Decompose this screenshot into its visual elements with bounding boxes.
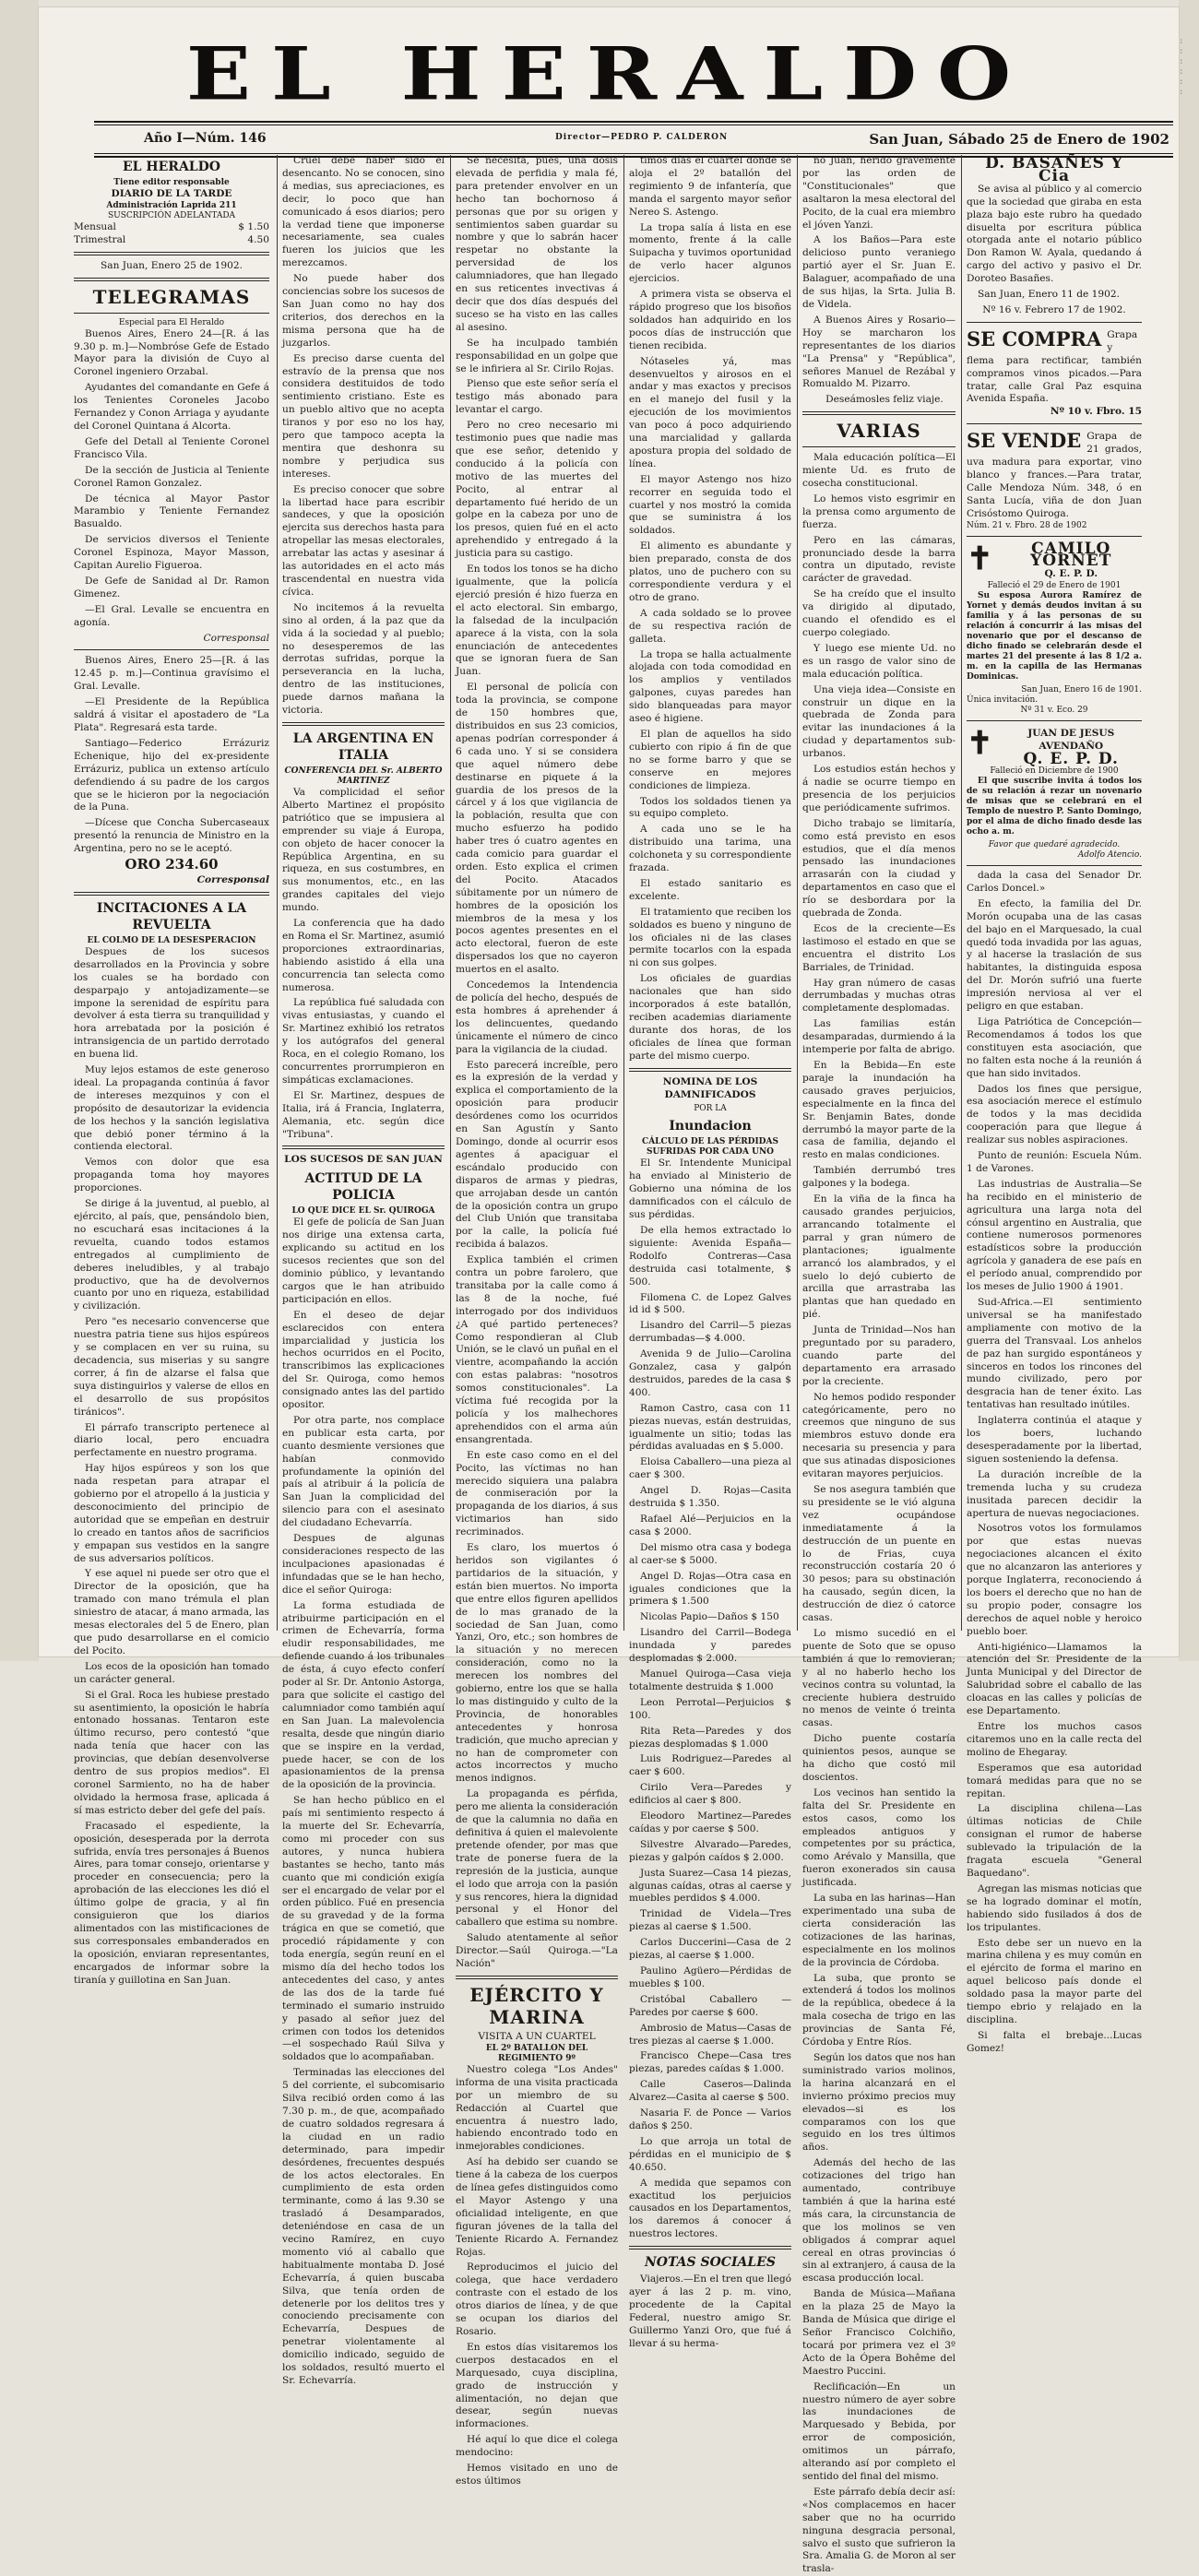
obituary-note: Única invitación.	[967, 695, 1039, 706]
obituary-text: El que suscribe invita á todos los de su relación á rezar un novenario de misas que se celebrará en el Templo de nuestro P. Santo Domingo, por el alma de dicho finado desde las ocho a. m.	[967, 777, 1142, 837]
article-text: Deseámosles feliz viaje.	[825, 394, 944, 406]
article-text: Se ha creído que el insulto va dirigido al diputado, cuando el ofendido es el cuerpo colegiado.	[802, 588, 956, 638]
article-text: El gefe de policía de San Juan nos dirige una extensa carta, explicando su actitud en los sucesos recientes que son del dominio público, y levantando cargos que le han atribuido participación en ellos.	[282, 1217, 445, 1305]
article-text: Una vieja idea—Consiste en construir un dique en la quebrada de Zonda para evitar las inundaciones á la ciudad y departamentos sub-urbanos.	[802, 683, 956, 760]
damage-entry: Avenida 9 de Julio—Carolina Gonzalez, casa y galpón destruidos, paredes de la casa $ 400.	[629, 1348, 791, 1398]
article-text: Si el Gral. Roca les hubiese prestado su asentimiento, la oposición le habría entonado hossanas. Tentaron este último recurso, pero contestó "que nada tenía que hacer con las provincias, que debían desenvolverse dentro de sus propios medios". El coronel Sarmiento, no ha de haber olvidado la hermosa frase, aplicada á sí mas estricto deber del gefe del país.	[74, 1689, 269, 1816]
article-text: La tropa se halla actualmente alojada con toda comodidad en los amplios y ventilados galpones, cuyas paredes han sido blanqueadas para mayor aseo é higiene.	[629, 648, 791, 725]
article-text: El Sr. Martinez, despues de Italia, irá á Francia, Inglaterra, Alemania, etc. según dice "Tribuna".	[282, 1089, 445, 1140]
article-title: EJÉRCITO Y MARINA	[469, 1983, 604, 2028]
article-text: La suba, que pronto se extenderá á todos los molinos de la república, obedece á la mala cosecha de trigo en las provincias de Santa Fé, Córdoba y Entre Ríos.	[802, 1972, 956, 2048]
gold-quote: ORO 234.60	[125, 856, 219, 873]
obituary-date: Falleció el 29 de Enero de 1901	[987, 581, 1122, 591]
article-text: El plan de aquellos ha sido cubierto con ripio á fin de que no se forme barro y que se conserve en mejores condiciones de limpieza.	[629, 728, 791, 791]
article-subtitle: EL COLMO DE LA DESESPERACION	[87, 935, 256, 945]
obituary	[967, 540, 1142, 722]
article-text: Lo que arroja un total de pérdidas en el municipio de $ 40.650.	[629, 2135, 791, 2173]
article-text: Liga Patriótica de Concepción—Recomendamos á todos los que constituyen esta asociación, que no falten esta noche á la reunión á que han sido invitados.	[967, 1015, 1142, 1079]
page-left-margin	[0, 0, 39, 1661]
margin-marks: : : : : : :	[1179, 37, 1184, 97]
box-title: EL HERALDO	[123, 160, 220, 174]
column-5	[802, 155, 956, 2575]
article-text: A medida que sepamos con exactitud los perjuicios causados en los Departamentos, los daremos á conocer á nuestros lectores.	[629, 2177, 791, 2240]
article-text: Despues de algunas consideraciones respecto de las inculpaciones apasionadas é infundadas que se le han hecho, dice el señor Quiroga:	[282, 1533, 445, 1596]
damage-entry: Lisandro del Carril—5 piezas derrumbadas—$ 4.000.	[629, 1320, 791, 1345]
article-text: Saludo atentamente al señor Director.—Saúl Quiroga.—"La Nación"	[456, 1932, 618, 1970]
article-text: En efecto, la familia del Dr. Morón ocupaba una de las casas del bajo en el Marquesado, la cual quedó toda invadida por las aguas, y al hacerse la traslación de sus habitantes, la distinguida esposa del Dr. Morón sufrió una fuerte impresión nerviosa al ver el peligro en que estaban.	[967, 897, 1142, 1013]
article-text: Hemos visitado en uno de estos últimos	[456, 2463, 618, 2487]
box-line: SUSCRIPCIÓN ADELANTADA	[107, 210, 236, 220]
ad-ref: Nº 16 v. Febrero 17 de 1902.	[982, 303, 1126, 315]
article-text: Terminadas las elecciones del 5 del corriente, el subcomisario Silva recibió orden como á las 7.30 p. m., de que, acompañado de cuatro soldados regresara á la ciudad en un radio determinado, para impedir desórdenes, frecuentes después de los actos electorales. En cumplimiento de esta orden terminante, como á las 9.30 se trasladó á Desamparados, deteniéndose en casa de un vecino Ramírez, en cuyo momento vió al caballo que habitualmente montaba D. José Echevarría, á quien buscaba Silva, que tenía orden de detenerle por los delitos tres y conociendo precisamente con Echevarría, Despues de penetrar violentamente al domicilio indicado, seguido de los soldados, resultó muerto el Sr. Echevarría.	[282, 2067, 445, 2386]
article-text: De ella hemos extractado lo siguiente: Avenida España—Rodolfo Contreras—Casa destruida casi totalmente, $ 500.	[629, 1224, 791, 1288]
article-text: Anti-higiénico—Llamamos la atención del Sr. Presidente de la Junta Municipal y del Director de Salubridad sobre el caballo de las cloacas en las calles y policías de ese Departamento.	[967, 1641, 1142, 1717]
article-text: Despues de los sucesos desarrollados en la Provincia y sobre los cuales se ha bordado con desparpajo y antojadizamente—se impone la serenidad de espíritu para devolver á esta tierra su tranquilidad y hora arrebatada por la posición é intransigencia de un partido derrotado en buena lid.	[74, 945, 269, 1061]
article-title: NOMINA DE LOS DAMNIFICADOS	[662, 1075, 758, 1100]
article-text: Se dirige á la juventud, al pueblo, al ejército, al país, que, pensándolo bien, no escuchará esas incitaciones á la revuelta, cuando todos estamos entregados al cumplimiento de deberes ineludibles, y al trabajo productivo, que ha de devolvernos cuanto por uno en riqueza, estabilidad y civilización.	[74, 1198, 269, 1312]
article-text: Pero en las cámaras, pronunciado desde la barra contra un diputado, reviste carácter de gravedad.	[802, 534, 956, 585]
article-text: Viajeros.—En el tren que llegó ayer á las 2 p. m. vino, procedente de la Capital Federal, nuestro amigo Sr. Guillermo Yanzi Oro, que fué á llevar á su herma-	[629, 2273, 791, 2349]
obituary-name: JUAN DE JESUS AVENDAÑO	[1027, 728, 1115, 753]
ad-text: Grapa y flema para rectificar, también compramos vinos picados.—Para tratar, calle Gral Paz esquina Avenida España.	[967, 328, 1142, 405]
damage-entry: Calle Caseros—Dalinda Alvarez—Casita al caerse $ 500.	[629, 2079, 791, 2104]
article-text: Según los datos que nos han suministrado varios molinos, la harina alcanzará en el invierno próximo precios muy elevados—si es los comparamos con los que seguido en los tres últimos años.	[802, 2051, 956, 2154]
article-text: La suba en las harinas—Han experimentado una suba de cierta consideración las cotizaciones de las harinas, especialmente en los molinos de la provincia de Córdoba.	[802, 1893, 956, 1968]
damage-entry: Lisandro del Carril—Bodega inundada y paredes desplomadas $ 2.000.	[629, 1627, 791, 1665]
article-text: Dados los fines que persigue, esa asociación merece el estímulo de todos y la mas decidida cooperación para que llegue á realizar sus nobles aspiraciones.	[967, 1083, 1142, 1146]
obituary-text: Su esposa Aurora Ramírez de Yornet y demás deudos invitan á su familia y á las personas de su relación á concurrir á las misas del novenario que por el descanso de dicho finado se celebrarán desde el martes 21 del presente á las 8 1/2 a. m. en la capilla de las Hermanas Dominicas.	[967, 591, 1142, 683]
ad-title: SE COMPRA	[967, 326, 1102, 350]
masthead-title: EL HERALDO	[185, 30, 1032, 117]
damage-entry: Luis Rodriguez—Paredes al caer $ 600.	[629, 1753, 791, 1778]
article-text: A cada soldado se lo provee de su respectiva ración de galleta.	[629, 607, 791, 645]
article-text: Pero no creo necesario mi testimonio pues que nadie mas que ese señor, detenido y conducido á la policía con motivo de las muertes del Pocito, al entrar al departamento fué herido de un golpe en la cabeza por uno de los presos, quien fué en el acto aprehendido y entregado á la justicia para su castigo.	[456, 420, 618, 560]
article-text: No hemos podido responder categóricamente, pero no creemos que ninguno de sus miembros estuvo donde era necesaria su presencia y para que sus atinadas disposiciones evitaran mayores perjuicios.	[802, 1391, 956, 1480]
article-text: Por otra parte, nos complace en publicar esta carta, por cuanto desmiente versiones que habían conmovido profundamente la opinión del país al atribuir á la policía de San Juan la complicidad del silencio para con el asesinato del ciudadano Echevarría.	[282, 1414, 445, 1529]
article-text: A primera vista se observa el rápido progreso que los bisoños soldados han adquirido en los pocos días de instrucción que tienen recibida.	[629, 289, 791, 351]
ad-text: San Juan, Enero 11 de 1902.	[978, 289, 1120, 301]
damage-entry: Ambrosio de Matus—Casas de tres piezas al caerse $ 1.000.	[629, 2022, 791, 2047]
obituary	[967, 725, 1142, 866]
column-3	[456, 155, 618, 2487]
section-title: VARIAS	[837, 420, 921, 443]
article-text: Fracasado el espediente, la oposición, desesperada por la derrota sufrida, envía tres personajes á Buenos Aires, para tomar consejo, orientarse y proceder en consecuencia; pero la aprobación de las elecciones les dió el último golpe de gracia, y al fin consiguieron que los diarios alimentados con las mistificaciones de sus corresponsales embanderados en la oposición, enviaran representantes, encargados de informar sobre la tiranía y guillotina en San Juan.	[74, 1820, 269, 1986]
article-text: Junta de Trinidad—Nos han preguntado por su paradero, cuando parte del departamento era arrasado por la creciente.	[802, 1324, 956, 1387]
column-2	[282, 155, 445, 2386]
article-text: Los ecos de la oposición han tomado un carácter general.	[74, 1660, 269, 1685]
telegram-text: —El Gral. Levalle se encuentra en agonía.	[74, 603, 269, 628]
article-text: En la viña de la finca ha causado grandes perjuicios, arrancando totalmente el parral y gran número de plantaciones; igualmente arrancó los alambrados, y el suelo lo dejó cubierto de arcilla que arrastraba las plantas que han quedado en pié.	[802, 1193, 956, 1321]
obituary-thanks: Favor que quedaré agradecido.	[988, 840, 1121, 849]
article-text: En la Bebida—En este paraje la inundación ha causado graves perjuicios, especialmente en la finca del Sr. Benjamin Bates, donde derrumbó la mayor parte de la casa de familia, dejando el resto en malas condiciones.	[802, 1060, 956, 1161]
damage-entry: Eleodoro Martinez—Paredes caídas y por caerse $ 500.	[629, 1810, 791, 1834]
article-text: Entre los muchos casos citaremos uno en la calle recta del molino de Ehegaray.	[967, 1721, 1142, 1758]
article-text: No puede haber dos conciencias sobre los sucesos de San Juan como no hay dos criterios, dos derechos en la misma persona que ha de juzgarlos.	[282, 273, 445, 349]
article-text: Vemos con dolor que esa propaganda toma hoy mayores proporciones.	[74, 1157, 269, 1194]
article-text: La forma estudiada de atribuirme participación en el crimen de Echevarría, forma eludir responsabilidades, me defiende cuando á los tribunales de ésta, á cuyo efecto conferí poder al Sr. Dr. Antonio Astorga, para que solicite el castigo del calumniador como también aquí en San Juan. La malevolencia resalta, desde que ningún diario que se inspire en la verdad, puede hacer, se con de los apasionamientos de la prensa de la oposición de la provincia.	[282, 1599, 445, 1791]
price-row: Mensual $ 1.50	[74, 220, 269, 232]
obituary-qepd: Q. E. P. D.	[1044, 568, 1098, 580]
telegram-text: Buenos Aires, Enero 25—[R. á las 12.45 p. m.]—Continua gravísimo el Gral. Levalle.	[74, 655, 269, 693]
article-text: Pero "es necesario convencerse que nuestra patria tiene sus hijos espúreos y se complacen en ver su ruina, su decadencia, sus miserias y su sangre correr, á fin de alzarse el falsa que suya distinguirlos y valerse de ellos en el desarrollo de sus propósitos tiránicos".	[74, 1316, 269, 1418]
damage-entry: Leon Perrotal—Perjuicios $ 100.	[629, 1696, 791, 1721]
article-text: Dicho trabajo se limitaría, como está previsto en esos estudios, que el día menos pensado las inundaciones arrasarán con la ciudad y departamentos en caso que el río se desbordara por la quebrada de Zonda.	[802, 817, 956, 920]
damage-entry: Paulino Agüero—Pérdidas de muebles $ 100.	[629, 1965, 791, 1989]
article-text: El personal de policía con toda la provincia, se compone de 150 hombres que, distribuidos en sus 23 comicios, apenas podrían corresponder á 6 cada uno. Y si se considera que aquel número debe destinarse en piquete á la guardia de los presos de la cárcel y á los que vigilancia de la población, resulta que con mucho esfuerzo ha podido haber tres ó cuatro agentes en cada comicio para guardar el orden. Esto explica el crimen del Pocito. Atacados súbitamente por un número de hombres de la oposición los miembros de la mesa y los pocos agentes presentes en el acto electoral, fueron de este dispersados los que no cayeron muertos en el asalto.	[456, 682, 618, 976]
signature: Corresponsal	[203, 632, 269, 644]
article-text: Lo hemos visto esgrimir en la prensa como argumento de fuerza.	[802, 493, 956, 530]
article-text: La disciplina chilena—Las últimas noticias de Chile consignan el rumor de haberse sublevado la tripulación de la fragata escuela "General Baquedano".	[967, 1803, 1142, 1879]
obituary-name: CAMILO YORNET	[1030, 539, 1112, 571]
telegram-text: De técnica al Mayor Pastor Marambio y Teniente Fernandez Basualdo.	[74, 493, 269, 530]
telegram-text: Santiago—Federico Errázuriz Echenique, hijo del ex-presidente Errázuriz, publica un extenso artículo defendiendo á su padre de los cargos que se le hicieron por la negociación de la Puna.	[74, 737, 269, 813]
article-text: El estado sanitario es excelente.	[629, 877, 791, 902]
damage-entry: Trinidad de Videla—Tres piezas al caerse $ 1.500.	[629, 1908, 791, 1933]
article-text: Todos los soldados tienen ya su equipo completo.	[629, 795, 791, 820]
column-1	[74, 155, 269, 1986]
obituary-ref: Nº 31 v. Eco. 29	[1020, 706, 1088, 716]
damage-entry: Ramon Castro, casa con 11 piezas nuevas, están destruidas, igualmente un sitio; todas las pérdidas avaluadas en $ 5.000.	[629, 1402, 791, 1453]
cross-icon: ✝	[967, 725, 993, 763]
article-text: Las industrias de Australia—Se ha recibido en el ministerio de agricultura una larga nota del cónsul argentino en Australia, que contiene numerosos pormenores estadísticos sobre la producción agrícola y ganadera de ese país en el período anual, comprendido por los meses de Julio 1900 á 1901.	[967, 1178, 1142, 1293]
advertisement	[967, 428, 1142, 536]
article-text: Reclificación—En un nuestro número de ayer sobre las inundaciones de Marquesado y Bebida, por error de composición, omitimos un párrafo, alterando así por completo el sentido del final del mismo.	[802, 2380, 956, 2482]
article-text: Este párrafo debía decir así: «Nos complacemos en hacer saber que no ha ocurrido ninguna desgracia personal, salvo el susto que sufrieron la Sra. Amalia G. de Moron al ser trasla-	[802, 2486, 956, 2575]
telegram-text: De la sección de Justicia al Teniente Coronel Ramon Gonzalez.	[74, 464, 269, 489]
article-text: Lo mismo sucedió en el puente de Soto que se opuso también á que lo removieran; y al no haberlo hecho los vecinos contra su voluntad, la creciente hubiera destruido no menos de veinte ó treinta casas.	[802, 1627, 956, 1729]
page-right-margin	[1179, 0, 1199, 1661]
article-text: La tropa salía á lista en ese momento, frente á la calle Suipacha y tuvimos oportunidad de verlo hacer algunos ejercicios.	[629, 221, 791, 285]
issue-number: Año I—Núm. 146	[144, 131, 267, 146]
article-text: Nuestro colega "Los Andes" informa de una visita practicada por un miembro de su Redacción al Cuartel que encuentra á nuestro lado, habiendo encontrado todo en inmejorables condiciones.	[456, 2063, 618, 2153]
article-title: LOS SUCESOS DE SAN JUAN	[284, 1154, 443, 1166]
price-row: Trimestral 4.50	[74, 233, 269, 245]
telegrams-title: TELEGRAMAS	[92, 285, 251, 308]
ad-ref: Núm. 21 v. Fbro. 28 de 1902	[967, 520, 1087, 530]
article-text: Ecos de la creciente—Es lastimoso el estado en que se encuentra el distrito Los Barriales, de Trinidad.	[802, 922, 956, 973]
article-text: Además del hecho de las cotizaciones del trigo han aumentado, contribuye también á que la harina esté más cara, la circunstancia de que los molinos se ven obligados á comprar aquel cereal en otras provincias ó sin al extranjero, á causa de la escasa producción local.	[802, 2157, 956, 2285]
article-text: Cruel debe haber sido el desencanto. No se conocen, sino á medias, sus apreciaciones, es decir, lo poco que han comunicado á esos diarios; pero la verdad tiene que imponerse necesariamente, sea cuales fueren los juicios que les merezcamos.	[282, 155, 445, 269]
article-text: Esto parecerá increíble, pero es la expresión de la verdad y explica el comportamiento de la oposición para producir desórdenes como los ocurridos en San Agustín y Santo Domingo, donde al ocurrir esos agentes á apaciguar el escándalo producido con disparos de armas y piedras, que arrojaban desde un cantón de la oposición contra un grupo del Club Unión que transitaba por la calle, la policía fué recibida á balazos.	[456, 1059, 618, 1251]
article-title: INCITACIONES A LA REVUELTA	[96, 900, 247, 932]
cross-icon: ✝	[967, 540, 993, 577]
obituary-sign: Adolfo Atencio.	[1077, 850, 1142, 860]
article-text: Hay hijos espúreos y son los que nada respetan para atrapar el gobierno por el atropello á la justicia y desconocimiento del principio de autoridad que se empeñan en destruir lo creado en tantos años de sacrificios y empapan sus vestidos en la sangre de sus adversarios políticos.	[74, 1463, 269, 1564]
article-text: Nosotros votos los formulamos por que estas nuevas negociaciones alcancen el éxito que no alcanzaron las anteriores y porque Inglaterra, reconociendo á los boers el derecho que no han de su propio poder, consagre los derechos de aquel noble y heroico pueblo boer.	[967, 1523, 1142, 1637]
damage-entry: Filomena C. de Lopez Galves id id $ 500.	[629, 1291, 791, 1316]
article-text: Se necesita, pues, una dosis elevada de perfidia y mala fé, para pretender envolver en un hecho tan bochornoso á personas que por su origen y sentimientos saben guardar su nombre y que lo sabrán hacer respetar no obstante la perversidad de los calumniadores, que han llegado en sus reticentes invectivas á decir que dos días después del suceso se ha visto en las calles al asesino.	[456, 155, 618, 333]
article-text: Sud-Africa.—El sentimiento universal se ha manifestado ampliamente con motivo de la guerra del Transvaal. Los anhelos de paz han surgido espontáneos y sinceros en todos los rincones del mundo civilizado, pero por desgracia han de tener éxito. Las tentativas han resultado inútiles.	[967, 1297, 1142, 1411]
article-text: Concedemos la Intendencia de policía del hecho, después de esta hombres á aprehender á los delincuentes, quedando únicamente el número de cinco para la vigilancia de la ciudad.	[456, 979, 618, 1055]
article-text: Se nos asegura también que su presidente se le vió alguna vez ocupándose inmediatamente á la destrucción de un puente en lo de Frias, cuya reconstrucción costaría 20 ó 30 pesos; para su obstinación ha causado, según dicen, la destrucción de diez ó catorce casas.	[802, 1484, 956, 1624]
article-text: A cada uno se le ha distribuido una tarima, una colchoneta y su correspondiente frazada.	[629, 824, 791, 874]
article-text: En este caso como en el del Pocito, las víctimas no han merecido siquiera una palabra de conmiseración por la propaganda de los diarios, á sus victimarios han sido recriminados.	[456, 1449, 618, 1538]
article-text: Inglaterra continúa el ataque y los boers, luchando desesperadamente por la libertad, siguen sosteniendo la defensa.	[967, 1415, 1142, 1465]
ad-title: SE VENDE	[967, 429, 1082, 453]
article-text: Esto debe ser un nuevo en la marina chilena y es muy común en el ejército de forma el marino en aquel belicoso país donde el soldado pasa la mayor parte del tiempo ebrio y relajado en la disciplina.	[967, 1937, 1142, 2025]
damage-entry: Francisco Chepe—Casa tres piezas, paredes caídas $ 1.000.	[629, 2050, 791, 2075]
article-subtitle: CONFERENCIA DEL Sr. ALBERTO MARTINEZ	[284, 766, 443, 786]
article-text: Es claro, los muertos ó heridos son vigilantes ó partidarios de la situación, y están bien muertos. No importa que entre ellos figuren apellidos de lo mas granado de la sociedad de San Juan, como Yanzi, Oro, etc.; son hombres de la situación y no merecen consideración, como no la merecen los nombres del gobierno, entre los que se halla lo mas distinguido y culto de la Provincia, de honorables antecedentes y honrosa tradición, que mucho aprecian y no han de comprometer con actos incorrectos y mucho menos indignos.	[456, 1542, 618, 1785]
article-text: Se han hecho público en el país mi sentimiento respecto á la muerte del Sr. Echevarría, como mi proceder con sus autores, y nunca hubiera bastantes se hecho, tanto más cuanto que mi condición exigía ser el encargado de velar por el orden público. Fué en presencia de su gravedad y de la forma trágica en que se cometió, que procedió rápidamente y con toda energía, según reuní en el mismo día del hecho todos los antecedentes del caso, y antes de las dos de la tarde fué terminado el sumario instruido y pasado al señor juez del crimen con todos los detenidos—el sospechado Raúl Silva y soldados que lo acompañaban.	[282, 1795, 445, 2063]
column-6	[967, 154, 1142, 2054]
telegram-text: De servicios diversos el Teniente Coronel Espinoza, Mayor Masson, Capitan Aurelio Figueroa.	[74, 534, 269, 572]
article-title: Inundacion	[669, 1119, 752, 1134]
article-subtitle: POR LA	[694, 1104, 727, 1114]
ad-ref: Nº 10 v. Fbro. 15	[1050, 406, 1142, 418]
damage-entry: Del mismo otra casa y bodega al caer-se $ 5000.	[629, 1541, 791, 1566]
dateline	[94, 128, 1173, 150]
damage-entry: Angel D. Rojas—Otra casa en iguales condiciones que la primera $ 1.500	[629, 1570, 791, 1608]
article-subtitle: EL 2º BATALLON DEL REGIMIENTO 9º	[485, 2043, 588, 2063]
director-line: Director—PEDRO P. CALDERON	[555, 133, 729, 142]
article-text: Los estudios están hechos y á nadie se ocurre tiempo en presencia de los perjuicios que periódicamente sufrimos.	[802, 764, 956, 813]
article-text: La conferencia que ha dado en Roma el Sr. Martinez, asumió proporciones extraordinarias, habiendo asistido á ella una concurrencia tan selecta como numerosa.	[282, 918, 445, 993]
article-text: Hé aquí lo que dice el colega mendocino:	[456, 2434, 618, 2459]
article-text: Punto de reunión: Escuela Núm. 1 de Varones.	[967, 1150, 1142, 1174]
article-text: El tratamiento que reciben los soldados es bueno y ninguno de los oficiales ni de las clases permite tocarlos con la espada ni con sus golpes.	[629, 906, 791, 969]
article-text: El párrafo transcripto pertenece al diario local, pero encuadra perfectamente en nuestro programa.	[74, 1421, 269, 1459]
article-text: La duración increíble de la tremenda lucha y su crudeza inusitada parecen decidir la apertura de nuevas negociaciones.	[967, 1468, 1142, 1519]
telegram-text: —El Presidente de la República saldrá á visitar el apostadero de "La Plata". Regresará esta tarde.	[74, 696, 269, 733]
article-text: Explica también el crimen contra un pobre farolero, que transitaba por la calle como á las 8 de la noche, fué interrogado por dos individuos ¿A qué partido perteneces? Como respondieran al Club Unión, se le clavó un puñal en el vientre, acompañando la acción con estas palabras: "nosotros somos constitucionales". La víctima fué recogida por la policía y los malhechores aprehendidos con el arma aún ensangrentada.	[456, 1254, 618, 1445]
column-divider	[797, 155, 798, 1631]
article-text: Y ese aquel ni puede ser otro que el Director de la oposición, que ha tramado con mano trémula el plan siniestro de atacar, á mano armada, las mesas electorales del 5 de Enero, plan que pudo desarrollarse en el comicio del Pocito.	[74, 1568, 269, 1656]
ad-title: D. BASAÑES Y Cia	[985, 154, 1123, 185]
article-text: El mayor Astengo nos hizo recorrer en seguida todo el cuartel y nos mostró la comida que se suministra á los soldados.	[629, 473, 791, 537]
article-text: A los Baños—Para este delicioso punto veraniego partió ayer el Sr. Juan E. Balaguer, acompañado de una de sus hijas, la Srta. Julia B. de Videla.	[802, 234, 956, 310]
article-text: Y luego ese miente Ud. no es un rasgo de valor sino de mala educación política.	[802, 642, 956, 680]
damage-entry: Justa Suarez—Casa 14 piezas, algunas caídas, otras al caerse y muebles perdidos $ 4.000.	[629, 1867, 791, 1905]
section-title: NOTAS SOCIALES	[645, 2255, 776, 2271]
article-text: Nótaseles yá, mas desenvueltos y airosos en el andar y mas exactos y precisos en el manejo del fusil y la ejecución de los movimientos van poco á poco adquiriendo una marcialidad y gallarda apostura propia del soldado de línea.	[629, 355, 791, 469]
article-text: Esperamos que esa autoridad tomará medidas para que no se repitan.	[967, 1762, 1142, 1799]
issue-date: San Juan, Sábado 25 de Enero de 1902	[869, 131, 1169, 148]
article-text: Es preciso conocer que sobre la libertad hace para escribir sandeces, y que la oposición ejercita sus derechos hasta para atropellar las mesas electorales, arrebatar las actas y asesinar á las autoridades en el acto más trascendental en nuestra vida cívica.	[282, 483, 445, 598]
article-title: LA ARGENTINA EN ITALIA	[292, 730, 434, 763]
box-line: Tiene editor responsable	[113, 178, 230, 187]
telegram-text: Gefe del Detall al Teniente Coronel Francisco Vila.	[74, 435, 269, 460]
column-divider	[623, 155, 624, 1631]
obituary-date: Falleció en Diciembre de 1900	[990, 766, 1119, 776]
article-text: El alimento es abundante y bien preparado, consta de dos platos, uno de puchero con su correspondiente verdura y el otro de grano.	[629, 540, 791, 603]
box-line: Administración Laprida 211	[106, 200, 237, 210]
damage-entry: Nicolas Papio—Daños $ 150	[640, 1611, 779, 1623]
damage-entry: Rafael Alé—Perjuicios en la casa $ 2000.	[629, 1514, 791, 1537]
obituary-place: San Juan, Enero 16 de 1901.	[1021, 685, 1142, 695]
article-text: Agregan las mismas noticias que se ha logrado dominar el motín, habiendo sido fusilados á dos de los tripulantes.	[967, 1882, 1142, 1933]
damage-entry: Manuel Quiroga—Casa vieja totalmente destruida $ 1.000	[629, 1668, 791, 1692]
article-text: Banda de Música—Mañana en la plaza 25 de Mayo la Banda de Música que dirige el Señor Francisco Colchiño, tocará por primera vez el 3º Acto de la Ópera Bohême del Maestro Puccini.	[802, 2288, 956, 2377]
article-text: No incitemos á la revuelta sino al orden, á la paz que da vida á la sociedad y al pueblo; no desesperemos de las derrotas sufridas, porque la perseverancia en la lucha, dentro de las instituciones, puede darnos mañana la victoria.	[282, 601, 445, 717]
article-text: Si falta el brebaje...Lucas Gomez!	[967, 2029, 1142, 2054]
article-text: Mala educación política—El miente Ud. es fruto de cosecha constitucional.	[802, 452, 956, 490]
article-text: Es preciso darse cuenta del estravío de la prensa que nos considera destituidos de todo sentimiento cristiano. Este es un pueblo altivo que no acepta tiranos y por eso no los hay, pero que tampoco acepta la mentira que deshonra su nombre y perjudica sus intereses.	[282, 352, 445, 480]
obituary-qepd: Q. E. P. D.	[1023, 750, 1119, 769]
article-text: A Buenos Aires y Rosario—Hoy se marcharon los representantes de los diarios "La Prensa" y "República", señores Manuel de Rezábal y Romualdo M. Pizarro.	[802, 314, 956, 390]
article-text: La propaganda es pérfida, pero me alienta la consideración de que la calumnia no daña en definitiva á quien el malevolente pretende ofender, por mas que trate de ponerse fuera de la represión de la justicia, aunque el lodo que arroja con la pasión y sus rencores, hiera la dignidad personal y el Honor del caballero que estima su nombre.	[456, 1788, 618, 1929]
article-text: Así ha debido ser cuando se tiene á la cabeza de los cuerpos de línea gefes distinguidos como el Mayor Astengo y una oficialidad inteligente, en que figuran jóvenes de la talla del Teniente Ricardo A. Fernandez Rojas.	[456, 2156, 618, 2258]
damage-entry: Cristóbal Caballero — Paredes por caerse $ 600.	[629, 1993, 791, 2018]
article-text: El Sr. Intendente Municipal ha enviado al Ministerio de Gobierno una nómina de los damnificados con el cálculo de sus pérdidas.	[629, 1157, 791, 1221]
article-text: En estos días visitaremos los cuerpos destacados en el Marquesado, cuya disciplina, grado de instrucción y alimentación, no dejan que desear, según nuevas informaciones.	[456, 2341, 618, 2430]
article-subtitle: VISITA A UN CUARTEL	[478, 2030, 596, 2042]
article-subtitle: LO QUE DICE EL Sr. QUIROGA	[291, 1206, 435, 1217]
telegram-text: —Dícese que Concha Subercaseaux presentó la renuncia de Ministro en la Argentina, pero no se le aceptó.	[74, 817, 269, 855]
article-text: dada la casa del Senador Dr. Carlos Doncel.»	[967, 870, 1142, 894]
article-text: Muy lejos estamos de este generoso ideal. La propaganda continúa á favor de intereses mezquinos y con el propósito de desautorizar la evidencia de los hechos y la sanción legislativa que debió poner término á la contienda electoral.	[74, 1064, 269, 1153]
advertisement	[967, 326, 1142, 424]
damage-entry: Angel D. Rojas—Casita destruida $ 1.350.	[629, 1485, 791, 1510]
column-divider	[277, 155, 278, 1631]
column-4	[629, 155, 791, 2349]
place-date: San Juan, Enero 25 de 1902.	[101, 259, 243, 271]
article-text: Reproducimos el juicio del colega, que hace verdadero contraste con el estado de los otros diarios de línea, y de que se ocupan los diarios del Rosario.	[456, 2261, 618, 2337]
damage-entry: Eloisa Caballero—una pieza al caer $ 300.	[629, 1456, 791, 1481]
column-divider	[961, 155, 962, 1631]
article-text: Va complicidad el señor Alberto Martinez el propósito patriótico que se impusiera al emprender su viaje á Europa, con objeto de hacer conocer la República Argentina, en su riqueza, en sus costumbres, en sus monumentos, etc., en las grandes capitales del viejo mundo.	[282, 786, 445, 914]
article-text: Las familias están desamparadas, durmiendo á la intemperie por falta de abrigo.	[802, 1018, 956, 1056]
damage-entry: Rita Reta—Paredes y dos piezas desplomadas $ 1.000	[629, 1725, 791, 1750]
telegram-text: De Gefe de Sanidad al Dr. Ramon Gimenez.	[74, 575, 269, 599]
signature: Corresponsal	[196, 873, 269, 885]
damages-list	[629, 1292, 791, 2133]
box-line: DIARIO DE LA TARDE	[111, 188, 232, 199]
article-text: También derrumbó tres galpones y la bodega.	[802, 1165, 956, 1190]
advertisement	[967, 155, 1142, 323]
column-divider	[450, 155, 451, 1631]
article-text: Hay gran número de casas derrumbadas y muchas otras completamente desplomadas.	[802, 977, 956, 1015]
article-text: Los oficiales de guardias nacionales que han sido incorporados á este batallón, reciben academias diariamente durante dos horas, de los oficiales de línea que forman parte del mismo cuerpo.	[629, 973, 791, 1062]
ad-text: Grapa de 21 grados, uva madura para exportar, vino blanco y frances.—Para tratar, Calle Mendoza Núm. 348, ó en Santa Lucía, viña de don Juan Crisóstomo Quiroga.	[967, 431, 1142, 519]
damage-entry: Carlos Duccerini—Casa de 2 piezas, al caerse $ 1.000.	[629, 1937, 791, 1962]
article-text: Dicho puente costaría quinientos pesos, aunque se ha dicho que costó mil doscientos.	[802, 1733, 956, 1783]
article-title: ACTITUD DE LA POLICIA	[304, 1171, 422, 1204]
article-text: En el deseo de dejar esclarecidos con entera imparcialidad y justicia los hechos ocurridos en el Pocito, transcribimos las explicaciones del Sr. Quiroga, como hemos consignado antes las del partido opositor.	[282, 1309, 445, 1411]
ad-text: Se avisa al público y al comercio que la sociedad que giraba en esta plaza bajo este rubro ha quedado disuelta por escritura pública otorgada ante el notario público Don Ramon W. Ayala, quedando á cargo del activo y pasivo el Dr. Doroteo Basañes.	[967, 183, 1142, 285]
telegram-text: Ayudantes del comandante en Gefe á los Tenientes Coroneles Jacobo Fernandez y Conon Arriaga y ayudante del Coronel Quintana á Alcorta.	[74, 382, 269, 432]
telegram-special: Especial para El Heraldo	[118, 317, 225, 327]
article-subtitle: CÁLCULO DE LAS PÉRDIDAS SUFRIDAS POR CADA UNO	[642, 1137, 778, 1157]
article-text: Los vecinos han sentido la falta del Sr. Presidente en estos casos, como los empleados antiguos y competentes por su práctica, como Arévalo y Mansilla, que fueron exonerados sin causa justificada.	[802, 1787, 956, 1889]
article-text: Pienso que este señor sería el testigo más abonado para levantar el cargo.	[456, 378, 618, 416]
telegram-text: Buenos Aires, Enero 24—[R. á las 9.30 p. m.]—Nombróse Gefe de Estado Mayor para la división de Cuyo al Coronel ingeniero Orzabal.	[74, 327, 269, 378]
article-text: timos días el cuartel donde se aloja el 2º batallón del regimiento 9 de infantería, que manda el sargento mayor señor Nereo S. Astengo.	[629, 155, 791, 218]
damage-entry: Silvestre Alvarado—Paredes, piezas y galpón caídos $ 2.000.	[629, 1838, 791, 1863]
damage-entry: Nasaria F. de Ponce — Varios daños $ 250.	[629, 2107, 791, 2131]
damage-entry: Cirilo Vera—Paredes y edificios al caer $ 800.	[629, 1782, 791, 1807]
masthead-rule	[94, 121, 1173, 123]
article-text: La república fué saludada con vivas entusiastas, y cuando el Sr. Martinez exhibió los retratos y los autógrafos del general Roca, en el colegio Romano, los concurrentes prorrumpieron en simpáticas exclamaciones.	[282, 997, 445, 1086]
article-text: En todos los tonos se ha dicho igualmente, que la policía ejerció presión é hizo fuerza en el acto electoral. Sin embargo, la falsedad de la inculpación aparece á la vista, con la sola enunciación de antecedentes que se ignoran fuera de San Juan.	[456, 564, 618, 678]
article-text: no Juan, herido gravemente por las orden de "Constitucionales" que asaltaron la mesa electoral del Pocito, de la cual era miembro el jóven Yanzi.	[802, 155, 956, 231]
article-text: Se ha inculpado también responsabilidad en un golpe que se le infiriera al Sr. Cirilo Rojas.	[456, 337, 618, 374]
